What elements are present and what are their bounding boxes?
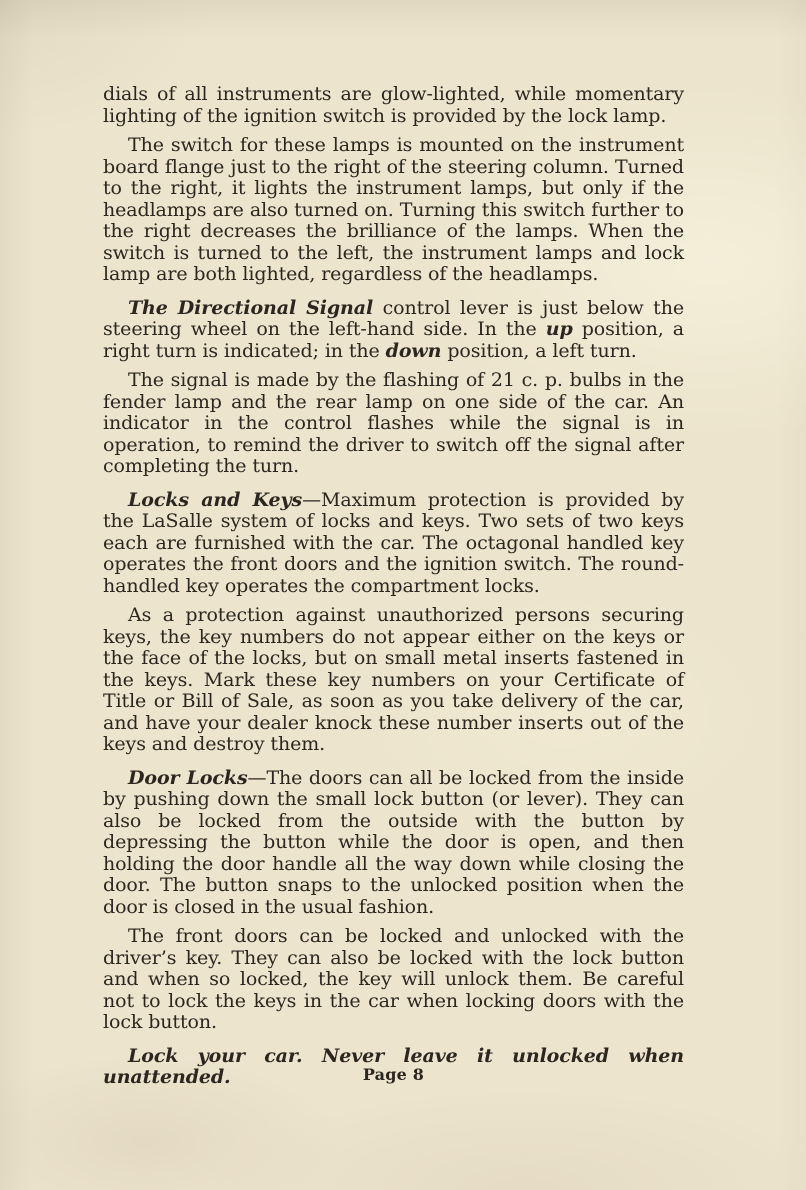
para-locks-and-keys bbox=[103, 490, 684, 598]
page-text-block bbox=[103, 84, 684, 1089]
emphasis-text: Lock your car. Never leave it unlocked when unattended. bbox=[103, 1044, 684, 1088]
para-door-locks bbox=[103, 768, 684, 919]
emphasis-text: up bbox=[545, 318, 573, 340]
body-text: The switch for these lamps is mounted on the instrument board flange just to the right of the steering column. Turned to the right, it lights the instrument lamps, but only if the headlamps are also turned on. Turning this switch further to the right decreases the brilliance of the lamps. When the switch is turned to the left, the instrument lamps and lock lamp are both lighted, regardless of the headlamps. bbox=[103, 134, 684, 285]
body-text: position, a left turn. bbox=[441, 339, 637, 362]
para-lamps-continued bbox=[103, 84, 684, 127]
body-text: The front doors can be locked and unlocked with the driver’s key. They can also be locked with the lock button and when so locked, the key will unlock them. Be careful not to lock the keys in the car when locking doors with the lock button. bbox=[103, 925, 684, 1033]
body-text: As a protection against unauthorized persons securing keys, the key numbers do not appear either on the keys or the face of the locks, but on small metal inserts fastened in the keys. Mark these key numbers on your Certificate of Title or Bill of Sale, as soon as you take delivery of the car, and have your dealer knock these number inserts out of the keys and destroy them. bbox=[103, 604, 684, 755]
body-text: The signal is made by the flashing of 21 c. p. bulbs in the fender lamp and the rear lamp on one side of the car. An indicator in the control flashes while the signal is in operation, to remind the driver to switch off the signal after completing the turn. bbox=[103, 369, 684, 477]
emphasis-text: Door Locks bbox=[128, 766, 248, 789]
page-number: Page 8 bbox=[362, 1065, 425, 1084]
para-front-doors bbox=[103, 926, 684, 1034]
para-lamp-switch bbox=[103, 135, 684, 286]
para-signal-bulbs bbox=[103, 370, 684, 478]
emphasis-text: The Directional Signal bbox=[128, 296, 374, 319]
para-directional-signal bbox=[103, 298, 684, 363]
body-text: position, a right turn is indicated; in the bbox=[103, 318, 684, 362]
body-text: —The doors can all be locked from the inside by pushing down the small lock button (or lever). They can also be locked from the outside with the button by depressing the button while the door is open, and then holding the door handle all the way down while closing the door. The button snaps to the unlocked position when the door is closed in the usual fashion. bbox=[103, 766, 684, 918]
para-key-numbers bbox=[103, 605, 684, 756]
emphasis-text: down bbox=[385, 339, 442, 362]
body-text: dials of all instruments are glow-lighted, while momentary lighting of the ignition switch is provided by the lock lamp. bbox=[103, 83, 684, 127]
body-text: control lever is just below the steering wheel on the left-hand side. In the bbox=[103, 296, 684, 340]
emphasis-text: Locks and Keys bbox=[128, 488, 303, 511]
body-text: —Maximum protection is provided by the LaSalle system of locks and keys. Two sets of two keys each are furnished with the car. The octagonal handled key operates the front doors and the ignition switch. The round-handled key operates the compartment locks. bbox=[103, 488, 685, 597]
